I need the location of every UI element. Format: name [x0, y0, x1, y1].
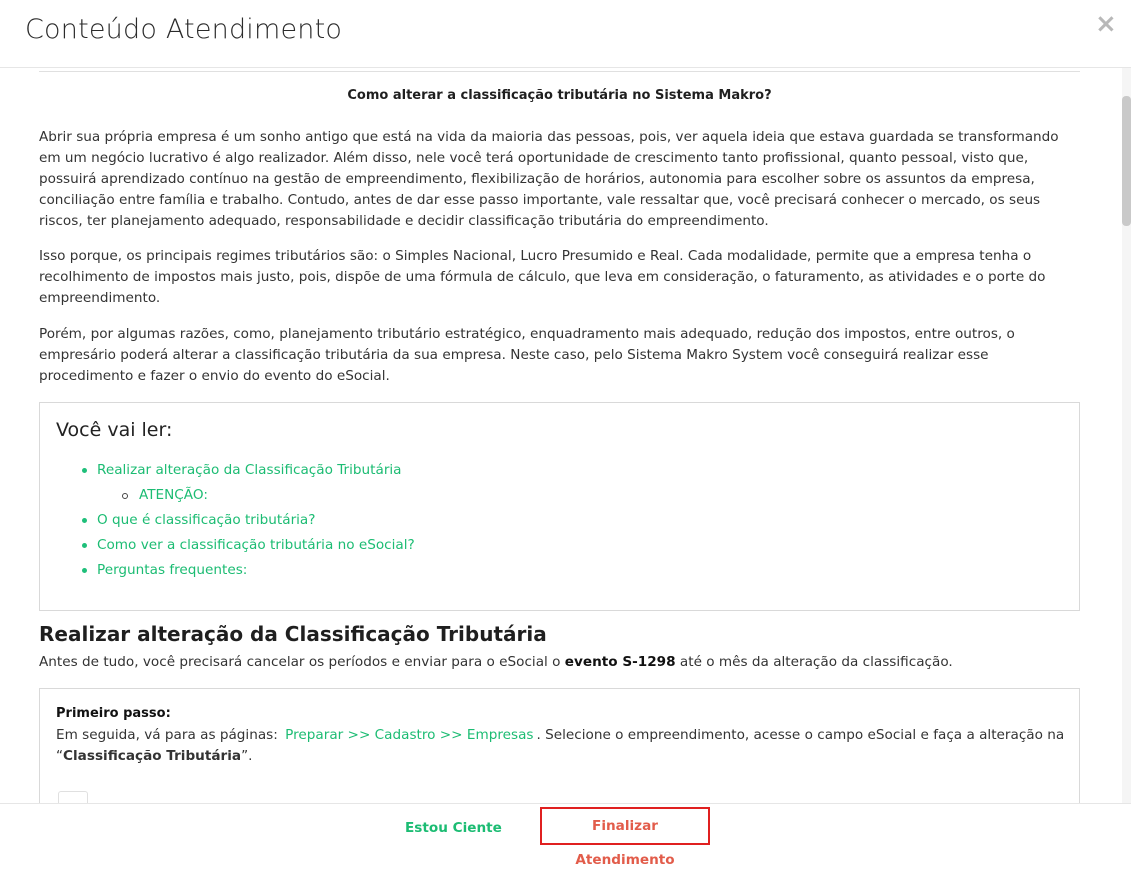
circle-bullet-icon	[122, 493, 128, 499]
estou-ciente-button[interactable]: Estou Ciente	[405, 820, 502, 836]
close-icon[interactable]: ×	[1095, 9, 1117, 39]
modal-title: Conteúdo Atendimento	[25, 14, 343, 45]
toc-link-atencao[interactable]: ATENÇÃO:	[139, 487, 208, 503]
article-title: Como alterar a classificação tributária no Sistema Makro?	[347, 88, 772, 103]
section-text-before: Antes de tudo, você precisará cancelar os períodos e enviar para o eSocial o	[39, 654, 565, 670]
step-title: Primeiro passo:	[56, 706, 171, 721]
divider	[39, 71, 1080, 72]
modal-footer	[0, 803, 1131, 868]
finalizar-atendimento-button[interactable]: Finalizar Atendimento	[540, 807, 710, 845]
bullet-icon	[82, 543, 87, 548]
toc-link-perguntas[interactable]: Perguntas frequentes:	[97, 562, 248, 578]
scrollbar-thumb[interactable]	[1122, 96, 1131, 226]
section-text-bold: evento S-1298	[564, 654, 676, 670]
step-box	[39, 688, 1080, 808]
section-text-after: até o mês da alteração da classificação.	[675, 654, 953, 670]
menu-path-link[interactable]: Preparar >> Cadastro >> Empresas	[285, 727, 534, 743]
step-text-bold: Classificação Tributária	[63, 748, 242, 764]
bullet-icon	[82, 518, 87, 523]
toc-link-o-que-e[interactable]: O que é classificação tributária?	[97, 512, 316, 528]
toc-link-como-ver[interactable]: Como ver a classificação tributária no eSocial?	[97, 537, 415, 553]
modal-body[interactable]	[0, 68, 1131, 803]
toc-heading: Você vai ler:	[56, 419, 173, 441]
step-text-after: ”.	[241, 748, 253, 764]
bullet-icon	[82, 568, 87, 573]
toc-link-realizar-alteracao[interactable]: Realizar alteração da Classificação Tributária	[97, 462, 402, 478]
modal-header	[0, 0, 1131, 68]
paragraph: Porém, por algumas razões, como, planejamento tributário estratégico, enquadramento mais adequado, redução dos impostos, entre outros, o empresário poderá alterar a classificação tributária da sua empresa. Neste caso, pelo Sistema Makro System você conseguirá realizar esse procedimento e fazer o envio do evento do eSocial.	[39, 326, 1015, 384]
bullet-icon	[82, 468, 87, 473]
section-text	[39, 652, 953, 673]
step-text	[56, 725, 1066, 767]
step-text-before: Em seguida, vá para as páginas:	[56, 727, 283, 743]
paragraph: Abrir sua própria empresa é um sonho antigo que está na vida da maioria das pessoas, pois, ver aquela ideia que estava guardada se transformando em um negócio lucrativo é algo realizador. Além disso, nele você terá oportunidade de crescimento tanto profissional, quanto pessoal, visto que, possuirá aprendizado contínuo na gestão de empreendimento, flexibilização de horários, autonomia para escolher sobre os assuntos da empresa, conciliação entre família e trabalho. Contudo, antes de dar esse passo importante, vale ressaltar que, você precisará conhecer o mercado, os seus riscos, ter planejamento adequado, responsabilidade e decidir classificação tributária do empreendimento.	[39, 129, 1059, 229]
paragraph: Isso porque, os principais regimes tributários são: o Simples Nacional, Lucro Presumido e Real. Cada modalidade, permite que a empresa tenha o recolhimento de impostos mais justo, pois, dispõe de uma fórmula de cálculo, que leva em consideração, o faturamento, as atividades e o porte do empreendimento.	[39, 248, 1046, 306]
section-heading: Realizar alteração da Classificação Tributária	[39, 622, 547, 646]
step-text-middle: . Selecione o empreendimento, acesse o campo eSocial e faça a alteração na “	[56, 727, 1065, 764]
table-of-contents	[39, 402, 1080, 611]
scrollbar[interactable]	[1122, 68, 1131, 803]
